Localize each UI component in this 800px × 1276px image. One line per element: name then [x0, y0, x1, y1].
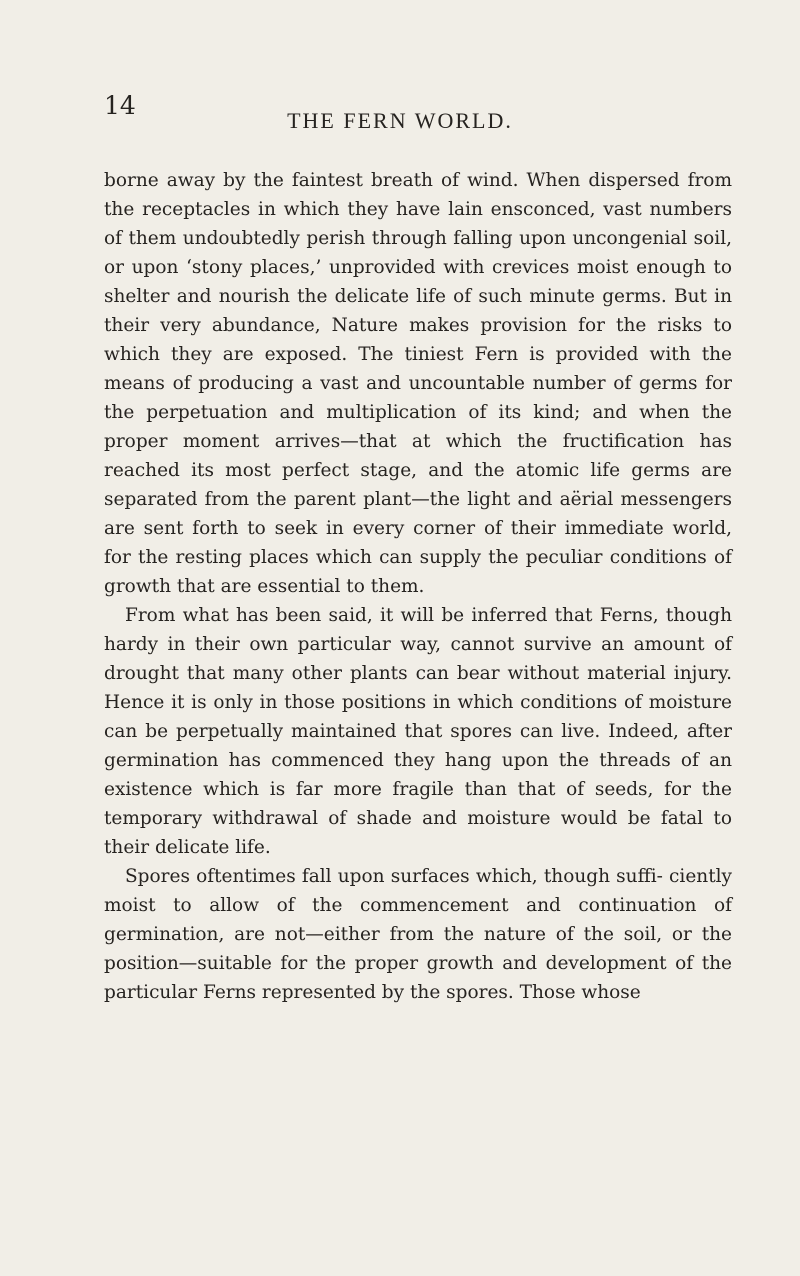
- page-number: 14: [104, 91, 136, 120]
- paragraph-2: From what has been said, it will be inferred that Ferns, though hardy in their own particular way, cannot survive an amount of drought that many other plants can bear without material injury. Hence it is only in those positions in which conditions of moisture can be perpetually maintained that spores can live. Indeed, after germination has commenced they hang upon the threads of an existence which is far more fragile than that of seeds, for the temporary withdrawal of shade and moisture would be fatal to their delicate life.: [104, 605, 732, 858]
- body-text: [104, 166, 732, 1007]
- paragraph-3: Spores oftentimes fall upon surfaces which, though suffi- ciently moist to allow of the commencement and continuation of germination, are not—either from the nature of the soil, or the position—suitable for the proper growth and development of the particular Ferns represented by the spores. Those whose: [104, 866, 732, 1003]
- running-head: THE FERN WORLD.: [287, 108, 513, 133]
- paragraph-1: borne away by the faintest breath of wind. When dispersed from the receptacles in which they have lain ensconced, vast numbers of them undoubtedly perish through falling upon uncongenial soil, or upon ‘stony places,’ unprovided with crevices moist enough to shelter and nourish the delicate life of such minute germs. But in their very abundance, Nature makes provision for the risks to which they are exposed. The tiniest Fern is provided with the means of producing a vast and uncountable number of germs for the perpetuation and multiplication of its kind; and when the proper moment arrives—that at which the fructification has reached its most perfect stage, and the atomic life germs are separated from the parent plant—the light and aërial messengers are sent forth to seek in every corner of their immediate world, for the resting places which can supply the peculiar conditions of growth that are essential to them.: [104, 170, 732, 597]
